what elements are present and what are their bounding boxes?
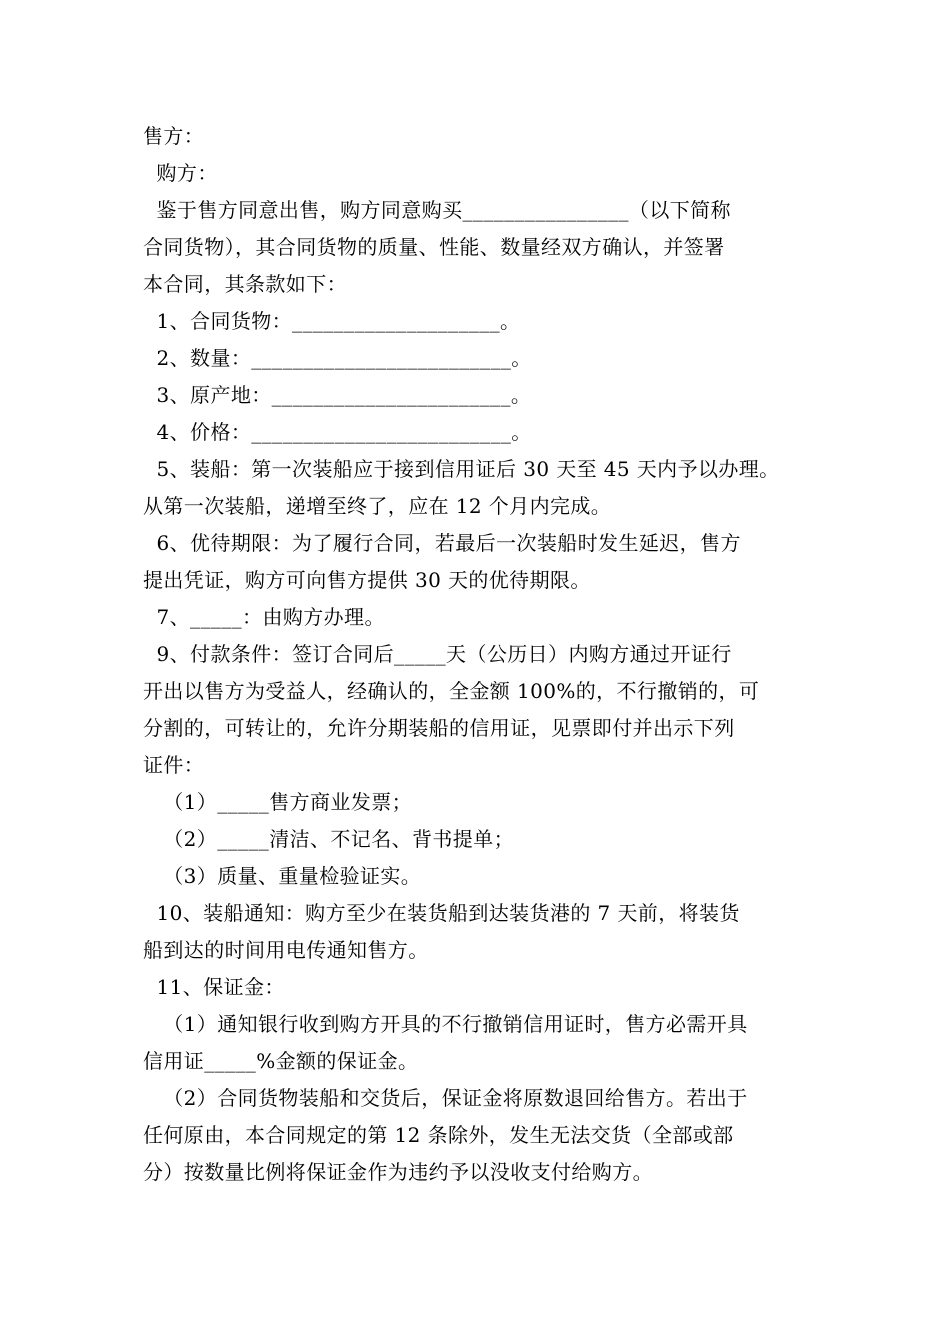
deposit-item-1-line-1: （1）通知银行收到购方开具的不行撤销信用证时，售方必需开具 <box>143 1012 748 1036</box>
clause-notice-line-2: 船到达的时间用电传通知售方。 <box>143 938 429 962</box>
clause-quantity: 2、数量：_________________________。 <box>143 346 532 370</box>
clause-grace-line-2: 提出凭证，购方可向售方提供 30 天的优待期限。 <box>143 568 591 592</box>
clause-notice-line-1: 10、装船通知：购方至少在装货船到达装货港的 7 天前，将装货 <box>143 901 740 925</box>
clause-origin: 3、原产地：_______________________。 <box>143 383 532 407</box>
preamble-line-2: 合同货物），其合同货物的质量、性能、数量经双方确认，并签署 <box>143 235 725 259</box>
deposit-item-2-line-1: （2）合同货物装船和交货后，保证金将原数退回给售方。若出于 <box>143 1086 748 1110</box>
payment-item-1: （1）_____售方商业发票； <box>143 790 412 814</box>
clause-goods: 1、合同货物：____________________。 <box>143 309 521 333</box>
clause-price: 4、价格：_________________________。 <box>143 420 532 444</box>
deposit-item-2-line-2: 任何原由，本合同规定的第 12 条除外，发生无法交货（全部或部 <box>143 1123 734 1147</box>
preamble-line-1: 鉴于售方同意出售，购方同意购买________________（以下简称 <box>143 198 731 222</box>
payment-item-3: （3）质量、重量检验证实。 <box>143 864 422 888</box>
buyer-line: 购方： <box>143 161 218 185</box>
clause-payment-line-1: 9、付款条件：签订合同后_____天（公历日）内购方通过开证行 <box>143 642 732 666</box>
seller-line: 售方： <box>143 124 205 148</box>
clause-payment-line-3: 分割的，可转让的，允许分期装船的信用证，见票即付并出示下列 <box>143 716 735 740</box>
deposit-item-1-line-2: 信用证_____%金额的保证金。 <box>143 1049 419 1073</box>
clause-grace-line-1: 6、优待期限：为了履行合同，若最后一次装船时发生延迟，售方 <box>143 531 741 555</box>
clause-deposit-heading: 11、保证金： <box>143 975 285 999</box>
clause-payment-line-4: 证件： <box>143 753 205 777</box>
clause-7: 7、_____：由购方办理。 <box>143 605 385 629</box>
preamble-line-3: 本合同，其条款如下： <box>143 272 347 296</box>
payment-item-2: （2）_____清洁、不记名、背书提单； <box>143 827 514 851</box>
deposit-item-2-line-3: 分）按数量比例将保证金作为违约予以没收支付给购方。 <box>143 1160 653 1184</box>
clause-shipment-line-2: 从第一次装船，递增至终了，应在 12 个月内完成。 <box>143 494 612 518</box>
clause-payment-line-2: 开出以售方为受益人，经确认的，全金额 100%的，不行撤销的，可 <box>143 679 760 703</box>
clause-shipment-line-1: 5、装船：第一次装船应于接到信用证后 30 天至 45 天内予以办理。 <box>143 457 780 481</box>
